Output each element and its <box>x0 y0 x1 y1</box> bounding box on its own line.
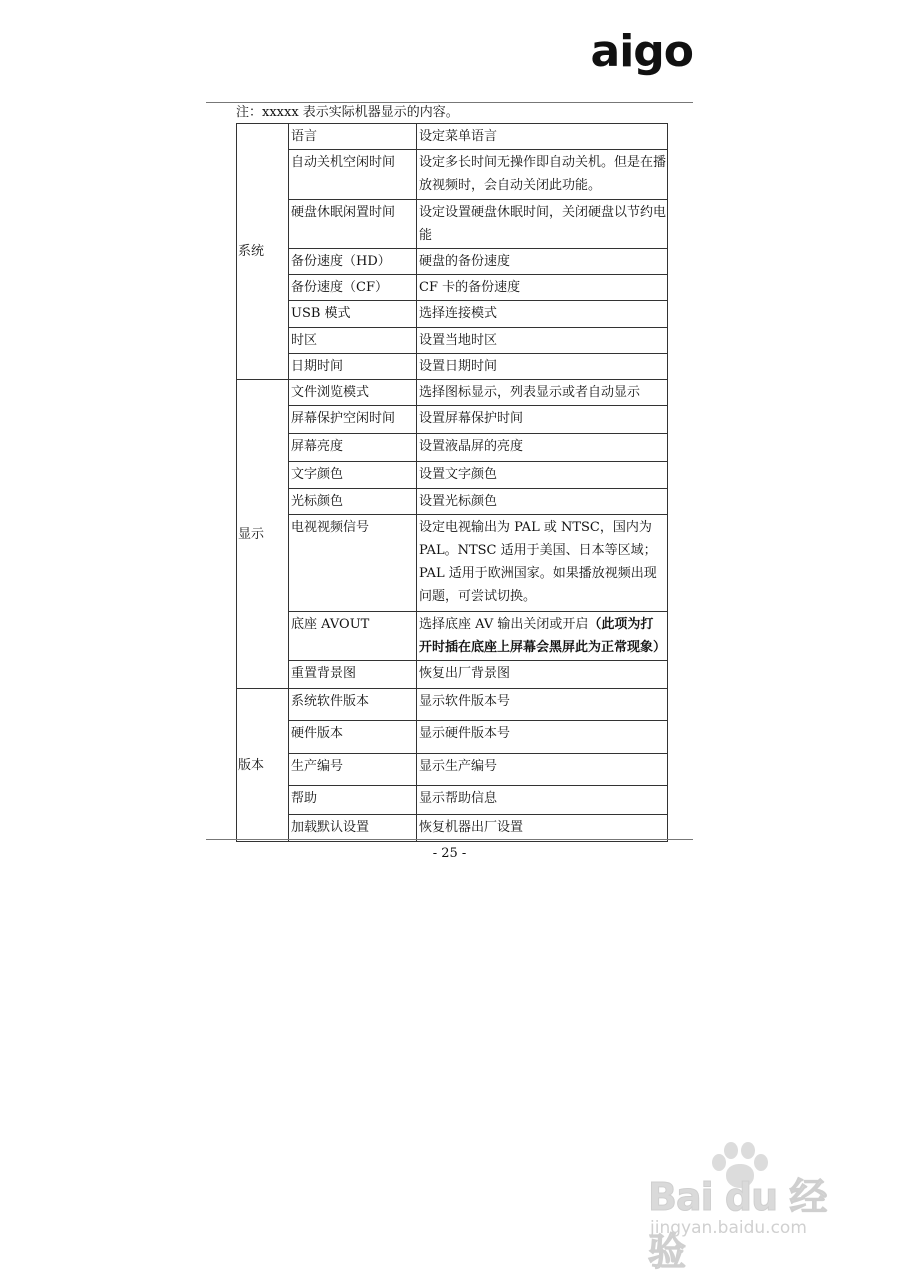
item-cell: 生产编号 <box>289 754 417 786</box>
category-cell: 系统 <box>237 124 289 380</box>
desc-cell: 设置文字颜色 <box>417 462 668 489</box>
watermark-brand: Bai du 经验 <box>648 1175 827 1274</box>
item-cell: 系统软件版本 <box>289 689 417 721</box>
table-row <box>237 406 668 434</box>
category-cell: 版本 <box>237 689 289 842</box>
desc-cell: 恢复机器出厂设置 <box>417 815 668 842</box>
desc-cell: 选择图标显示，列表显示或者自动显示 <box>417 380 668 406</box>
desc-cell: 设定多长时间无操作即自动关机。但是在播放视频时，会自动关闭此功能。 <box>417 150 668 200</box>
item-cell: 文字颜色 <box>289 462 417 489</box>
item-cell: 电视视频信号 <box>289 515 417 612</box>
table-row <box>237 301 668 328</box>
table-row <box>237 328 668 354</box>
desc-cell <box>417 612 668 661</box>
item-cell: 备份速度（HD） <box>289 249 417 275</box>
table-row <box>237 462 668 489</box>
table-row <box>237 689 668 721</box>
item-cell: 硬盘休眠闲置时间 <box>289 200 417 249</box>
item-cell: 自动关机空闲时间 <box>289 150 417 200</box>
table-row <box>237 354 668 380</box>
desc-cell: 选择连接模式 <box>417 301 668 328</box>
desc-cell: 显示软件版本号 <box>417 689 668 721</box>
desc-cell: 显示生产编号 <box>417 754 668 786</box>
desc-text: 选择底座 AV 输出关闭或开启 <box>419 617 589 632</box>
table-row <box>237 434 668 462</box>
aigo-logo: aigo <box>590 26 693 77</box>
table-row <box>237 489 668 515</box>
desc-cell: 设置光标颜色 <box>417 489 668 515</box>
desc-cell: 恢复出厂背景图 <box>417 661 668 689</box>
item-cell: 重置背景图 <box>289 661 417 689</box>
table-row <box>237 275 668 301</box>
item-cell: 屏幕亮度 <box>289 434 417 462</box>
item-cell: USB 模式 <box>289 301 417 328</box>
item-cell: 帮助 <box>289 786 417 815</box>
table-row <box>237 200 668 249</box>
page-header <box>206 0 693 103</box>
desc-cell: 显示帮助信息 <box>417 786 668 815</box>
table-row <box>237 515 668 612</box>
desc-cell: 设定电视输出为 PAL 或 NTSC，国内为 PAL。NTSC 适用于美国、日本等区域；PAL 适用于欧洲国家。如果播放视频出现问题，可尝试切换。 <box>417 515 668 612</box>
table-row <box>237 754 668 786</box>
desc-cell: 硬盘的备份速度 <box>417 249 668 275</box>
item-cell: 日期时间 <box>289 354 417 380</box>
desc-warning-text: （此项为打开时插在底座上屏幕会黑屏此为正常现象） <box>419 617 667 655</box>
settings-table <box>236 123 668 842</box>
note-text: 注：xxxxx 表示实际机器显示的内容。 <box>236 105 459 120</box>
watermark-url: jingyan.baidu.com <box>650 1218 807 1238</box>
desc-cell: 设定设置硬盘休眠时间，关闭硬盘以节约电能 <box>417 200 668 249</box>
item-cell: 备份速度（CF） <box>289 275 417 301</box>
table-row <box>237 815 668 842</box>
item-cell: 语言 <box>289 124 417 150</box>
desc-cell: 显示硬件版本号 <box>417 721 668 754</box>
table-row <box>237 721 668 754</box>
item-cell: 加载默认设置 <box>289 815 417 842</box>
item-cell: 光标颜色 <box>289 489 417 515</box>
table-row <box>237 380 668 406</box>
item-cell: 文件浏览模式 <box>289 380 417 406</box>
item-cell: 底座 AVOUT <box>289 612 417 661</box>
table-row <box>237 612 668 661</box>
item-cell: 屏幕保护空闲时间 <box>289 406 417 434</box>
page-footer-rule <box>206 839 693 840</box>
table-row <box>237 124 668 150</box>
category-cell: 显示 <box>237 380 289 689</box>
desc-cell: 设置当地时区 <box>417 328 668 354</box>
page-number: - 25 - <box>432 846 467 861</box>
table-row <box>237 249 668 275</box>
table-row <box>237 661 668 689</box>
table-row <box>237 786 668 815</box>
item-cell: 硬件版本 <box>289 721 417 754</box>
table-row <box>237 150 668 200</box>
baidu-watermark <box>648 1142 858 1274</box>
desc-cell: 设置液晶屏的亮度 <box>417 434 668 462</box>
desc-cell: 设置屏幕保护时间 <box>417 406 668 434</box>
desc-cell: CF 卡的备份速度 <box>417 275 668 301</box>
item-cell: 时区 <box>289 328 417 354</box>
desc-cell: 设定菜单语言 <box>417 124 668 150</box>
desc-cell: 设置日期时间 <box>417 354 668 380</box>
